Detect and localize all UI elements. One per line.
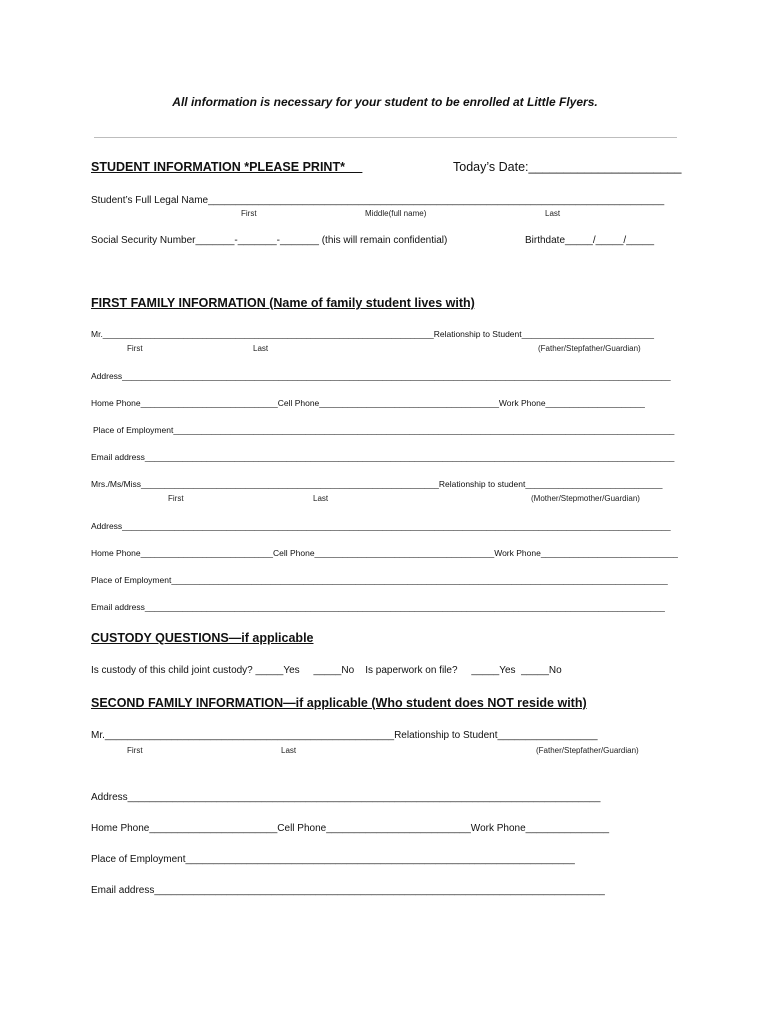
father-name-field[interactable]: Mr.______________________________________________________________________Relationship to Student____________________________ [91, 329, 654, 339]
mother-email-field[interactable]: Email address______________________________________________________________________________________________________________ [91, 602, 665, 612]
second-sub-relation: (Father/Stepfather/Guardian) [536, 746, 639, 755]
father-sub-relation: (Father/Stepfather/Guardian) [538, 344, 641, 353]
father-sub-first: First [127, 344, 143, 353]
todays-date-field[interactable]: Today’s Date:______________________ [453, 160, 682, 174]
divider [94, 137, 677, 138]
sub-label-last: Last [545, 209, 561, 218]
mother-sub-last: Last [313, 494, 329, 503]
father-email-field[interactable]: Email address________________________________________________________________________________________________________________ [91, 452, 675, 462]
intro-notice: All information is necessary for your student to be enrolled at Little Flyers. [172, 95, 598, 109]
second-employment-field[interactable]: Place of Employment______________________________________________________________________ [91, 854, 575, 865]
ssn-field[interactable]: Social Security Number_______-_______-_______ (this will remain confidential) [91, 235, 448, 246]
mother-sub-relation: (Mother/Stepmother/Guardian) [531, 494, 640, 503]
student-info-heading: STUDENT INFORMATION *PLEASE PRINT* __ [91, 160, 363, 174]
second-address-field[interactable]: Address_____________________________________________________________________________________ [91, 792, 601, 803]
birthdate-field[interactable]: Birthdate_____/_____/_____ [525, 235, 655, 246]
father-employment-field[interactable]: Place of Employment__________________________________________________________________________________________________________ [93, 425, 675, 435]
mother-employment-field[interactable]: Place of Employment_________________________________________________________________________________________________________ [91, 575, 668, 585]
second-father-name-field[interactable]: Mr.____________________________________________________Relationship to Student__________________ [91, 730, 598, 741]
sub-label-first: First [241, 209, 257, 218]
mother-phones-field[interactable]: Home Phone____________________________Cell Phone______________________________________Work Phone_____________________________ [91, 548, 678, 558]
student-full-name-field[interactable]: Student’s Full Legal Name__________________________________________________________________________________ [91, 195, 665, 206]
second-email-field[interactable]: Email address_________________________________________________________________________________ [91, 885, 605, 896]
first-family-heading: FIRST FAMILY INFORMATION (Name of family student lives with) [91, 296, 475, 310]
mother-name-field[interactable]: Mrs./Ms/Miss_______________________________________________________________Relationship to student_____________________________ [91, 479, 663, 489]
second-family-heading: SECOND FAMILY INFORMATION—if applicable (Who student does NOT reside with) [91, 696, 587, 710]
father-phones-field[interactable]: Home Phone_____________________________Cell Phone______________________________________Work Phone_____________________ [91, 398, 645, 408]
second-phones-field[interactable]: Home Phone_______________________Cell Phone__________________________Work Phone_______________ [91, 823, 610, 834]
sub-label-middle: Middle(full name) [365, 209, 427, 218]
second-sub-last: Last [281, 746, 297, 755]
father-sub-last: Last [253, 344, 269, 353]
father-address-field[interactable]: Address____________________________________________________________________________________________________________________ [91, 371, 671, 381]
mother-address-field[interactable]: Address____________________________________________________________________________________________________________________ [91, 521, 671, 531]
mother-sub-first: First [168, 494, 184, 503]
second-sub-first: First [127, 746, 143, 755]
custody-heading: CUSTODY QUESTIONS—if applicable [91, 631, 314, 645]
custody-question-line[interactable]: Is custody of this child joint custody? _____Yes _____No Is paperwork on file? _____Yes _____No [91, 665, 562, 676]
